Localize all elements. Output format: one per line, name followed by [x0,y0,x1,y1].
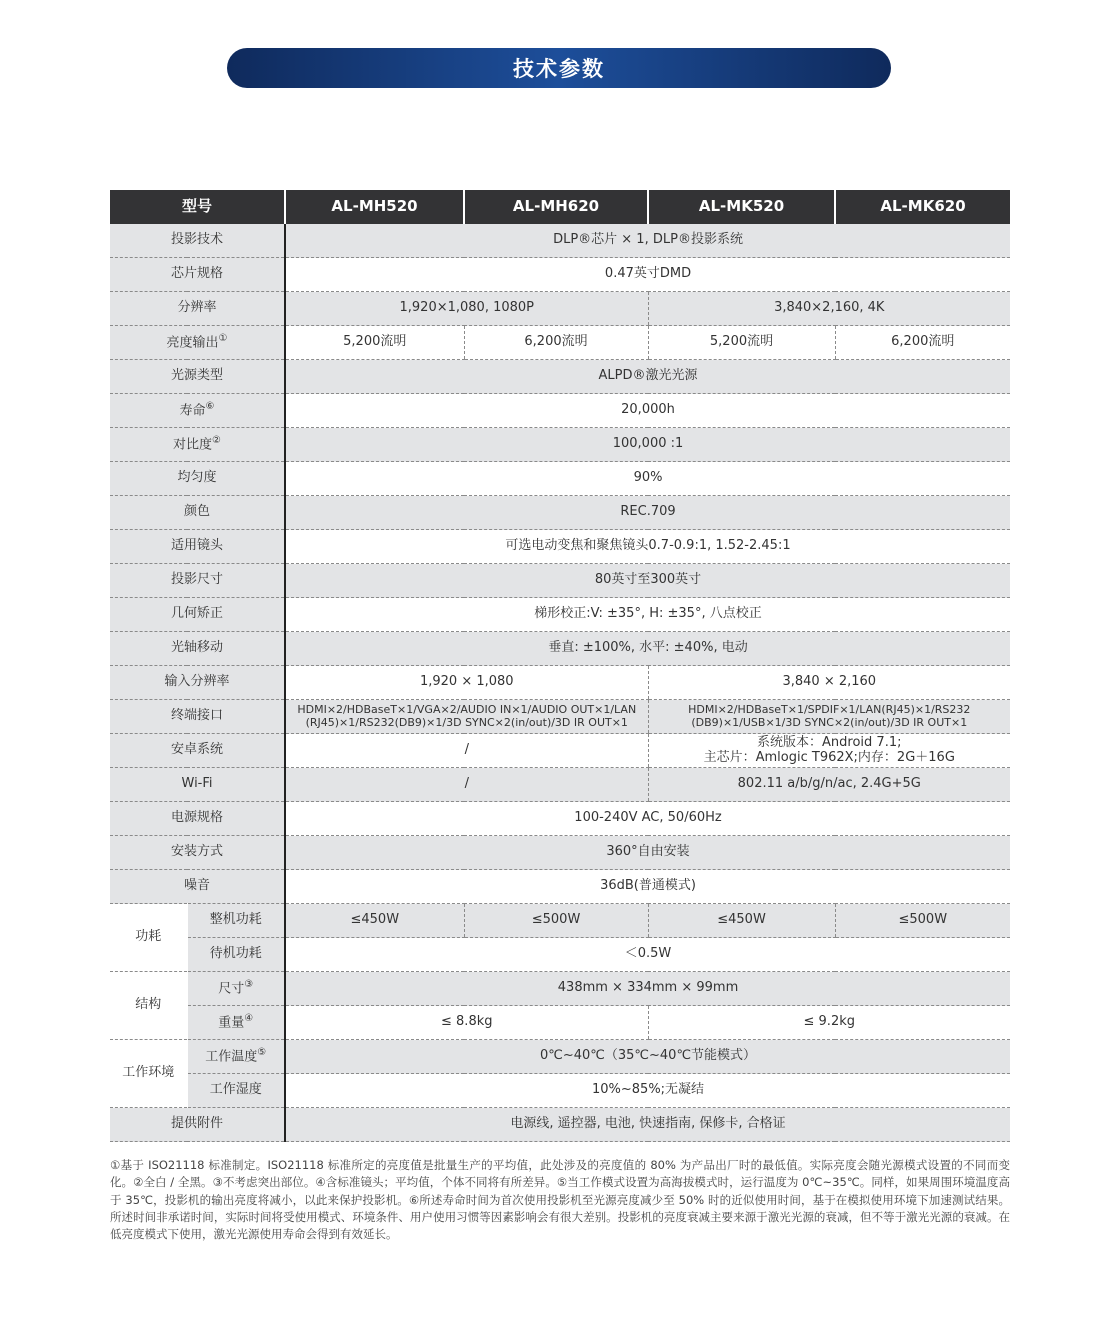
row-label: 工作湿度 [187,1074,285,1108]
row-value-4: 6,200流明 [835,326,1010,360]
row-value: 电源线, 遥控器, 电池, 快速指南, 保修卡, 合格证 [285,1108,1010,1142]
table-row [110,564,1010,598]
row-value: REC.709 [285,496,1010,530]
row-label: 颜色 [110,496,285,530]
row-label: 投影尺寸 [110,564,285,598]
table-row [110,904,1010,938]
table-row [110,292,1010,326]
row-value: 438mm × 334mm × 99mm [285,972,1010,1006]
row-label: 对比度② [110,428,285,462]
row-value: DLP®芯片 × 1, DLP®投影系统 [285,224,1010,258]
row-value-1: ≤450W [285,904,464,938]
row-label: 尺寸③ [187,972,285,1006]
row-value-3: 5,200流明 [648,326,835,360]
row-value: 80英寸至300英寸 [285,564,1010,598]
row-label: 重量④ [187,1006,285,1040]
row-label: 芯片规格 [110,258,285,292]
table-row [110,462,1010,496]
footnote-mark: ⑤ [257,1047,267,1059]
row-value-2: ≤500W [464,904,648,938]
row-label: 噪音 [110,870,285,904]
table-row [110,666,1010,700]
row-label: Wi-Fi [110,768,285,802]
header-model-3: AL-MK520 [648,190,835,224]
row-value: 360°自由安装 [285,836,1010,870]
row-label: 电源规格 [110,802,285,836]
row-value-hd: HDMI×2/HDBaseT×1/VGA×2/AUDIO IN×1/AUDIO OUT×1/LAN (RJ45)×1/RS232(DB9)×1/3D SYNC×2(in/out)/3D IR OUT×1 [285,700,648,734]
row-value-2: 6,200流明 [464,326,648,360]
footnote-mark: ② [212,435,221,447]
row-label: 光轴移动 [110,632,285,666]
android-chip: 主芯片：Amlogic T962X;内存：2G＋16G [703,749,955,765]
table-row [110,768,1010,802]
table-row [110,1074,1010,1108]
row-label: 寿命⑥ [110,394,285,428]
row-value: 20,000h [285,394,1010,428]
row-label: 投影技术 [110,224,285,258]
header-row [110,190,1010,224]
group-label: 结构 [110,972,187,1040]
table-row [110,938,1010,972]
row-value: ALPD®激光光源 [285,360,1010,394]
row-value-hd: ≤ 8.8kg [285,1006,648,1040]
table-row [110,1108,1010,1142]
row-value: 100,000 :1 [285,428,1010,462]
footnote-mark: ③ [244,979,254,991]
row-label: 均匀度 [110,462,285,496]
row-value-4k [648,734,1010,768]
row-value-hd: / [285,734,648,768]
table-row [110,1040,1010,1074]
row-value-1: 5,200流明 [285,326,464,360]
table-row [110,598,1010,632]
table-row [110,530,1010,564]
title-banner [227,48,891,88]
header-model-1: AL-MH520 [285,190,464,224]
table-row [110,394,1010,428]
table-row [110,802,1010,836]
row-value: 100-240V AC, 50/60Hz [285,802,1010,836]
row-label: 安装方式 [110,836,285,870]
row-label: 工作温度⑤ [187,1040,285,1074]
row-value-4k: ≤ 9.2kg [648,1006,1010,1040]
header-model-4: AL-MK620 [835,190,1010,224]
table-row [110,258,1010,292]
table-row [110,496,1010,530]
table-row [110,632,1010,666]
footnote-mark: ① [218,333,228,345]
footnote-mark: ④ [244,1013,254,1025]
row-value-hd: 1,920 × 1,080 [285,666,648,700]
row-value: 可选电动变焦和聚焦镜头0.7-0.9:1, 1.52-2.45:1 [285,530,1010,564]
row-value: ＜0.5W [285,938,1010,972]
row-value: 梯形校正:V: ±35°, H: ±35°, 八点校正 [285,598,1010,632]
table-row [110,428,1010,462]
row-value-3: ≤450W [648,904,835,938]
header-model: 型号 [110,190,285,224]
spec-table [110,190,1010,1142]
group-label: 工作环境 [110,1040,187,1108]
table-row [110,224,1010,258]
row-value: 36dB(普通模式) [285,870,1010,904]
row-value: 0.47英寸DMD [285,258,1010,292]
table-row [110,326,1010,360]
footnotes: ①基于 ISO21118 标准制定。ISO21118 标准所定的亮度值是批量生产的平均值，此处涉及的亮度值的 80% 为产品出厂时的最低值。实际亮度会随光源模式设置的不同而变化。②全白 / 全黑。③不考虑突出部位。④含标准镜头；平均值，个体不同将有所差异。⑤当工作模式设置为高海拔模式时，运行温度为 0℃~35℃。同样，如果周围环境温度高于 35℃，投影机的输出亮度将减小，以此来保护投影机。⑥所述寿命时间为首次使用投影机至光源亮度减少至 50% 时的近似使用时间，基于在模拟使用环境下加速测试结果。所述时间非承诺时间，实际时间将受使用模式、环境条件、用户使用习惯等因素影响会有很大差别。投影机的亮度衰减主要来源于激光光源的衰减，但不等于激光光源的衰减。在低亮度模式下使用，激光光源使用寿命会得到有效延长。 [110,1158,1010,1242]
row-label: 提供附件 [110,1108,285,1142]
row-value: 垂直: ±100%, 水平: ±40%, 电动 [285,632,1010,666]
row-label: 输入分辨率 [110,666,285,700]
row-label: 安卓系统 [110,734,285,768]
group-label: 功耗 [110,904,187,972]
row-value-4k: 3,840×2,160, 4K [648,292,1010,326]
table-row [110,700,1010,734]
footnote-mark: ⑥ [205,401,215,413]
row-label: 光源类型 [110,360,285,394]
row-value-hd: / [285,768,648,802]
table-row [110,360,1010,394]
header-model-2: AL-MH620 [464,190,648,224]
row-label: 整机功耗 [187,904,285,938]
row-value-4: ≤500W [835,904,1010,938]
row-value: 10%~85%;无凝结 [285,1074,1010,1108]
table-row [110,1006,1010,1040]
row-label: 分辨率 [110,292,285,326]
row-label: 待机功耗 [187,938,285,972]
row-label: 适用镜头 [110,530,285,564]
row-value-4k: 3,840 × 2,160 [648,666,1010,700]
table-row [110,836,1010,870]
row-value: 0℃~40℃（35℃~40℃节能模式） [285,1040,1010,1074]
row-value-4k: HDMI×2/HDBaseT×1/SPDIF×1/LAN(RJ45)×1/RS232 (DB9)×1/USB×1/3D SYNC×2(in/out)/3D IR OUT×1 [648,700,1010,734]
row-label: 亮度输出① [110,326,285,360]
page-title: 技术参数 [513,57,605,81]
row-label: 几何矫正 [110,598,285,632]
table-row [110,972,1010,1006]
table-row [110,870,1010,904]
table-row [110,734,1010,768]
row-value-4k: 802.11 a/b/g/n/ac, 2.4G+5G [648,768,1010,802]
android-version: 系统版本：Android 7.1; [757,734,902,750]
row-value: 90% [285,462,1010,496]
row-value-hd: 1,920×1,080, 1080P [285,292,648,326]
row-label: 终端接口 [110,700,285,734]
